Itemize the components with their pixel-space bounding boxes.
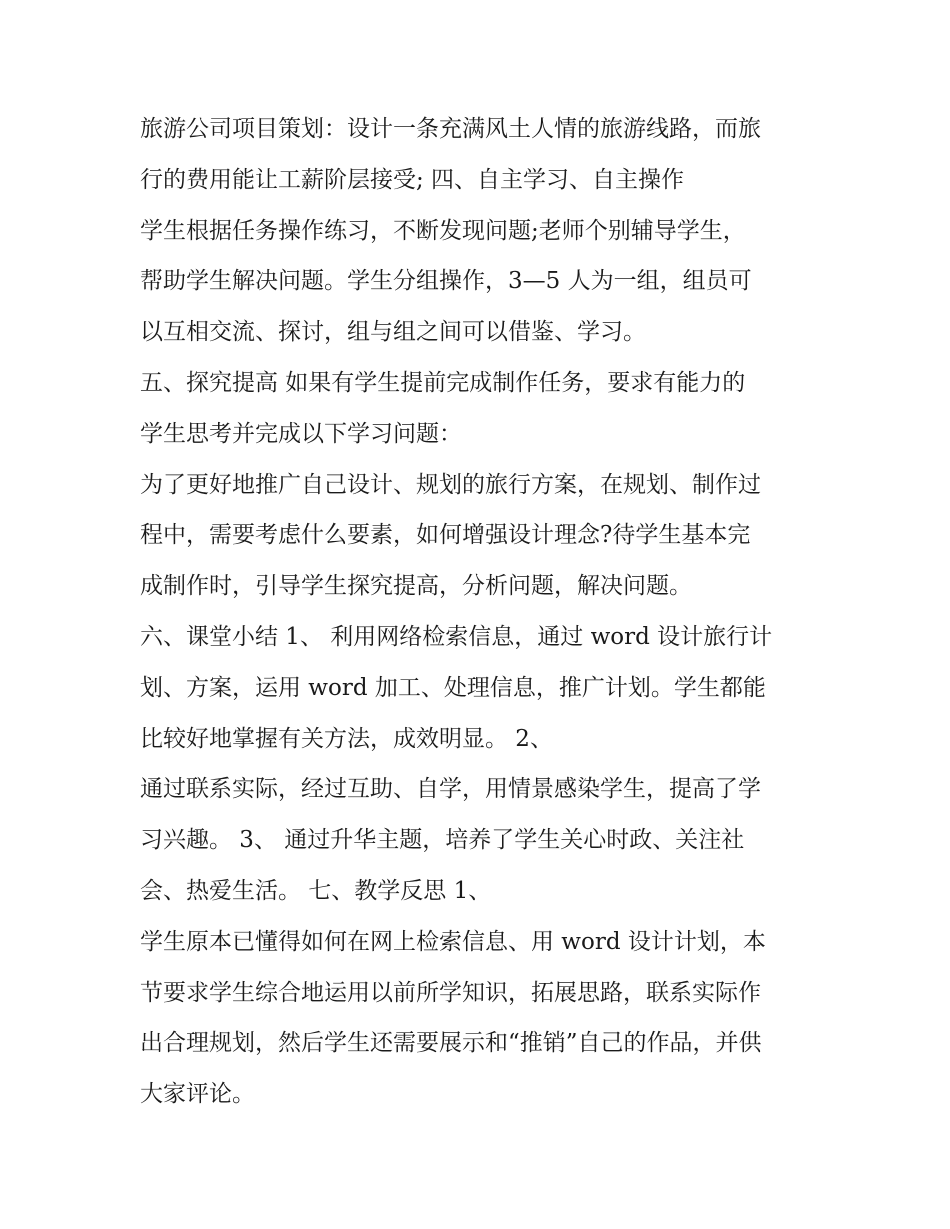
text-line: 通过联系实际，经过互助、自学，用情景感染学生，提高了学: [140, 776, 761, 803]
text-line: 学生根据任务操作练习，不断发现问题;老师个别辅导学生，: [140, 217, 746, 244]
text-line: 旅游公司项目策划：设计一条充满风土人情的旅游线路，而旅: [140, 116, 761, 142]
text-line: 为了更好地推广自己设计、规划的旅行方案，在规划、制作过: [140, 471, 761, 498]
text-line: 以互相交流、探讨，组与组之间可以借鉴、学习。: [140, 319, 646, 346]
text-line: 节要求学生综合地运用以前所学知识，拓展思路，联系实际作: [140, 979, 761, 1006]
text-line: 习兴趣。 3、 通过升华主题，培养了学生关心时政、关注社: [140, 827, 745, 854]
text-line: 行的费用能让工薪阶层接受; 四、自主学习、自主操作: [140, 166, 685, 193]
text-line: 会、热爱生活。 七、教学反思 1、: [140, 877, 492, 904]
text-line: 程中，需要考虑什么要素，如何增强设计理念?待学生基本完: [140, 522, 751, 549]
text-line: 大家评论。: [140, 1081, 255, 1108]
text-line: 五、探究提高 如果有学生提前完成制作任务，要求有能力的: [140, 369, 746, 396]
text-line: 学生原本已懂得如何在网上检索信息、用 word 设计计划，本: [140, 928, 766, 955]
text-line: 学生思考并完成以下学习问题：: [140, 420, 462, 447]
text-line: 出合理规划，然后学生还需要展示和“推销”自己的作品，并供: [140, 1030, 762, 1057]
document-body: [140, 104, 840, 1120]
text-line: 成制作时，引导学生探究提高，分析问题，解决问题。: [140, 573, 692, 600]
text-line: 帮助学生解决问题。学生分组操作，3—5 人为一组，组员可: [140, 268, 752, 295]
text-line: 六、课堂小结 1、 利用网络检索信息，通过 word 设计旅行计: [140, 623, 773, 650]
text-line: 划、方案，运用 word 加工、处理信息，推广计划。学生都能: [140, 674, 766, 701]
text-line: 比较好地掌握有关方法，成效明显。 2、: [140, 725, 553, 752]
